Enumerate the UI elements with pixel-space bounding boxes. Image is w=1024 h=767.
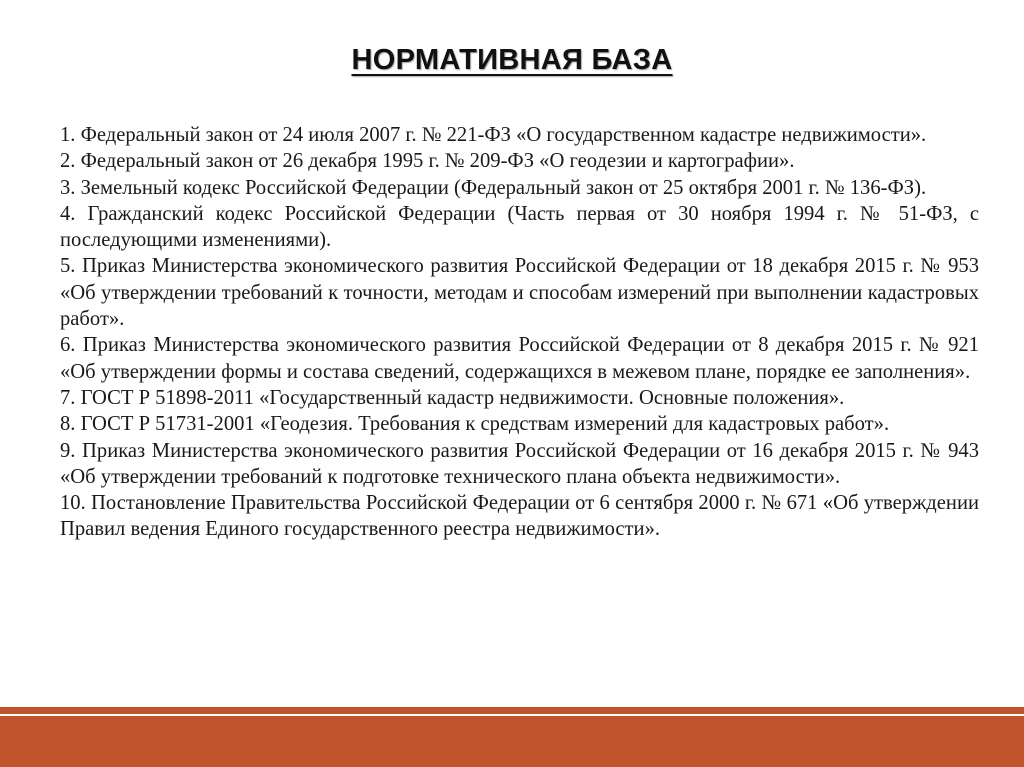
footer-accent-line (0, 707, 1024, 714)
footer-accent-bar (0, 716, 1024, 767)
list-item: 3. Земельный кодекс Российской Федерации (Федеральный закон от 25 октября 2001 г. № 136-ФЗ). (60, 176, 927, 199)
list-item: 4. Гражданский кодекс Российской Федерации (Часть первая от 30 ноября 1994 г. № 51-ФЗ, с последующими изменениями). (60, 202, 979, 252)
list-item: 8. ГОСТ Р 51731-2001 «Геодезия. Требования к средствам измерений для кадастровых работ». (60, 413, 890, 436)
list-item: 6. Приказ Министерства экономического развития Российской Федерации от 8 декабря 2015 г. № 921 «Об утверждении формы и состава сведений, содержащихся в межевом плане, порядке ее заполнения». (60, 334, 979, 383)
list-item: 5. Приказ Министерства экономического развития Российской Федерации от 18 декабря 2015 г. № 953 «Об утверждении требований к точности, методам и способам измерений при выполнении кадастровых работ». (60, 255, 979, 331)
list-item: 7. ГОСТ Р 51898-2011 «Государственный кадастр недвижимости. Основные положения». (60, 386, 845, 409)
regulation-list (60, 122, 979, 543)
list-item: 10. Постановление Правительства Российской Федерации от 6 сентября 2000 г. № 671 «Об утверждении Правил ведения Единого государственного реестра недвижимости». (60, 492, 979, 541)
list-item: 2. Федеральный закон от 26 декабря 1995 г. № 209-ФЗ «О геодезии и картографии». (60, 150, 795, 173)
list-item: 9. Приказ Министерства экономического развития Российской Федерации от 16 декабря 2015 г. № 943 «Об утверждении требований к подготовке технического плана объекта недвижимости». (60, 439, 979, 488)
list-item: 1. Федеральный закон от 24 июля 2007 г. № 221-ФЗ «О государственном кадастре недвижимости». (60, 124, 927, 146)
slide-title: НОРМАТИВНАЯ БАЗА (351, 44, 673, 76)
